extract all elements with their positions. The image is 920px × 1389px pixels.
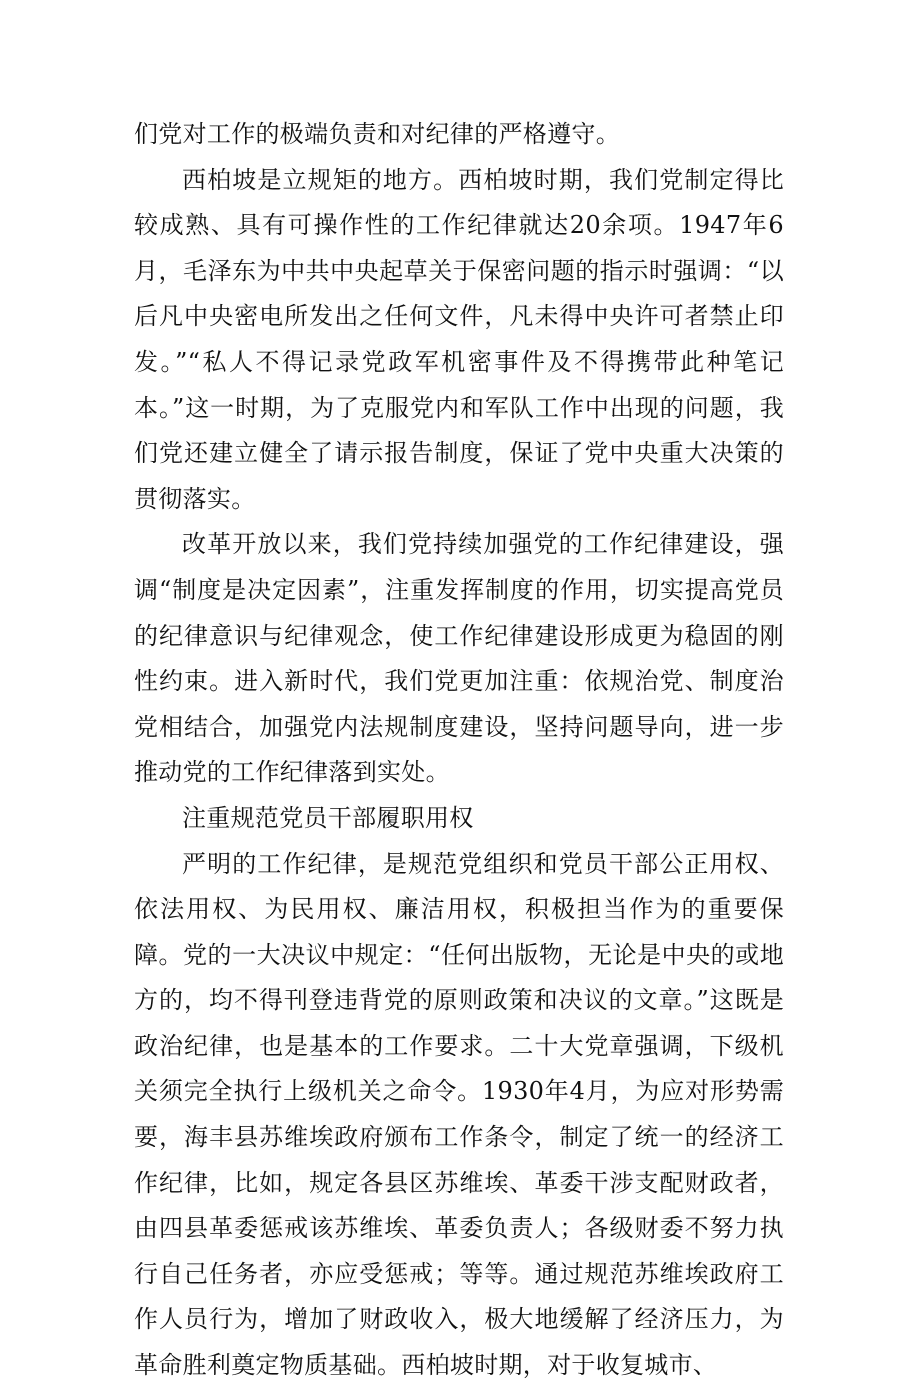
paragraph-work-discipline: 严明的工作纪律，是规范党组织和党员干部公正用权、依法用权、为民用权、廉洁用权，积极担当作为的重要保障。党的一大决议中规定：“任何出版物，无论是中央的或地方的，均不得刊登违背党的原则政策和决议的文章。”这既是政治纪律，也是基本的工作要求。二十大党章强调，下级机关须完全执行上级机关之命令。1930年4月，为应对形势需要，海丰县苏维埃政府颁布工作条令，制定了统一的经济工作纪律，比如，规定各县区苏维埃、革委干涉支配财政者，由四县革委惩戒该苏维埃、革委负责人；各级财委不努力执行自己任务者，亦应受惩戒；等等。通过规范苏维埃政府工作人员行为，增加了财政收入，极大地缓解了经济压力，为革命胜利奠定物质基础。西柏坡时期，对于收复城市、 bbox=[134, 849, 784, 1380]
section-heading: 注重规范党员干部履职用权 bbox=[182, 803, 474, 832]
body-text bbox=[134, 112, 784, 1389]
paragraph-xibaipo-rules: 西柏坡是立规矩的地方。西柏坡时期，我们党制定得比较成熟、具有可操作性的工作纪律就达20余项。1947年6月，毛泽东为中共中央起草关于保密问题的指示时强调：“以后凡中央密电所发出之任何文件，凡未得中央许可者禁止印发。”“私人不得记录党政军机密事件及不得携带此种笔记本。”这一时期，为了克服党内和军队工作中出现的问题，我们党还建立健全了请示报告制度，保证了党中央重大决策的贯彻落实。 bbox=[134, 165, 784, 513]
paragraph-reform-era: 改革开放以来，我们党持续加强党的工作纪律建设，强调“制度是决定因素”，注重发挥制度的作用，切实提高党员的纪律意识与纪律观念，使工作纪律建设形成更为稳固的刚性约束。进入新时代，我们党更加注重：依规治党、制度治党相结合，加强党内法规制度建设，坚持问题导向，进一步推动党的工作纪律落到实处。 bbox=[134, 530, 784, 787]
paragraph-continuation: 们党对工作的极端负责和对纪律的严格遵守。 bbox=[134, 120, 620, 148]
